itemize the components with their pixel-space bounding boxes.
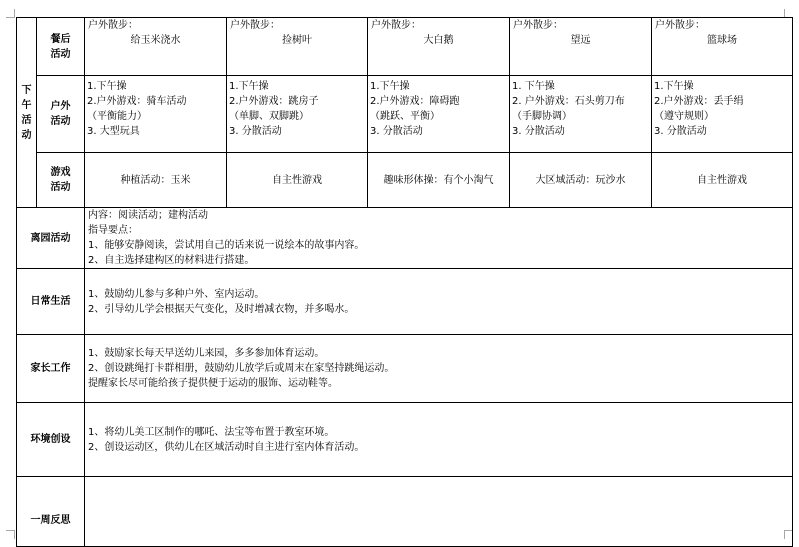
page-corner-mark bbox=[6, 530, 15, 539]
row-label-outdoor: 户外活动 bbox=[37, 76, 85, 153]
game-cell: 自主性游戏 bbox=[227, 153, 368, 208]
row-label-daily-life: 日常生活 bbox=[17, 269, 85, 335]
row-label-parent-work: 家长工作 bbox=[17, 335, 85, 403]
after-meal-cell: 户外散步： 捡树叶 bbox=[227, 18, 368, 76]
outdoor-cell: 1.下午操 2.户外游戏：跳房子 （单脚、双脚跳） 3. 分散活动 bbox=[227, 76, 368, 153]
table-row-game bbox=[17, 153, 793, 208]
after-meal-cell: 户外散步： 篮球场 bbox=[652, 18, 793, 76]
parent-work-content: 1、鼓励家长每天早送幼儿来园，多多参加体育运动。 2、创设跳绳打卡群相册，鼓励幼儿放学后或周末在家坚持跳绳运动。 提醒家长尽可能给孩子提供便于运动的服饰、运动鞋等。 bbox=[85, 335, 793, 403]
game-cell: 大区域活动：玩沙水 bbox=[510, 153, 652, 208]
row-label-leave-garden: 离园活动 bbox=[17, 208, 85, 269]
weekly-plan-table bbox=[16, 17, 793, 547]
weekly-reflection-content[interactable] bbox=[85, 477, 793, 547]
after-meal-cell: 户外散步： 望远 bbox=[510, 18, 652, 76]
after-meal-cell: 户外散步： 给玉米浇水 bbox=[85, 18, 227, 76]
table-row-parent-work bbox=[17, 335, 793, 403]
row-label-after-meal: 餐后活动 bbox=[37, 18, 85, 76]
table-row-leave-garden bbox=[17, 208, 793, 269]
outdoor-cell: 1.下午操 2.户外游戏：丢手绢 （遵守规则） 3. 分散活动 bbox=[652, 76, 793, 153]
outdoor-cell: 1. 下午操 2. 户外游戏：石头剪刀布 （手脚协调） 3. 分散活动 bbox=[510, 76, 652, 153]
outdoor-cell: 1.下午操 2.户外游戏：障碍跑 （跳跃、平衡） 3. 分散活动 bbox=[368, 76, 510, 153]
page-corner-mark bbox=[6, 9, 15, 18]
environment-content: 1、将幼儿美工区制作的哪吒、法宝等布置于教室环境。 2、创设运动区，供幼儿在区域活动时自主进行室内体育活动。 bbox=[85, 403, 793, 477]
row-label-game: 游戏活动 bbox=[37, 153, 85, 208]
after-meal-cell: 户外散步： 大白鹅 bbox=[368, 18, 510, 76]
table-row-daily-life bbox=[17, 269, 793, 335]
section-label-afternoon bbox=[17, 18, 37, 208]
table-row-after-meal bbox=[17, 18, 793, 76]
table-row-outdoor bbox=[17, 76, 793, 153]
row-label-weekly-reflection: 一周反思 bbox=[17, 477, 85, 547]
game-cell: 种植活动：玉米 bbox=[85, 153, 227, 208]
game-cell: 自主性游戏 bbox=[652, 153, 793, 208]
leave-garden-content: 内容：阅读活动；建构活动 指导要点： 1、能够安静阅读，尝试用自己的话来说一说绘本的故事内容。 2、自主选择建构区的材料进行搭建。 bbox=[85, 208, 793, 269]
outdoor-cell: 1.下午操 2.户外游戏：骑车活动 （平衡能力） 3. 大型玩具 bbox=[85, 76, 227, 153]
game-cell: 趣味形体操：有个小淘气 bbox=[368, 153, 510, 208]
section-label-text: 下午活动 bbox=[21, 84, 32, 141]
daily-life-content: 1、鼓励幼儿参与多种户外、室内运动。 2、引导幼儿学会根据天气变化，及时增减衣物，并多喝水。 bbox=[85, 269, 793, 335]
table-row-environment bbox=[17, 403, 793, 477]
table-row-weekly-reflection bbox=[17, 477, 793, 547]
row-label-environment: 环境创设 bbox=[17, 403, 85, 477]
